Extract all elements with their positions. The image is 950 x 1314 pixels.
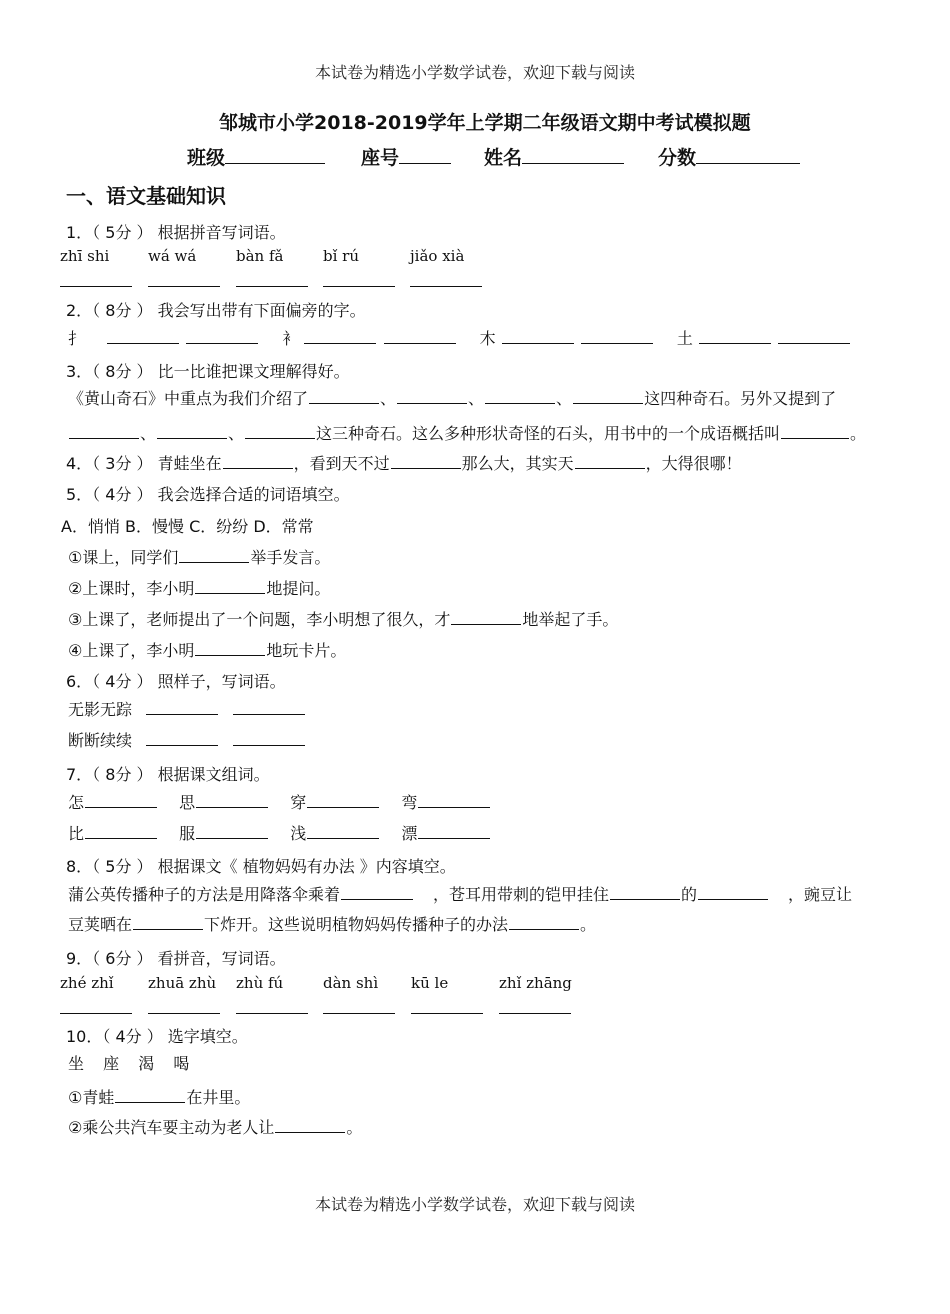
q2-blank-8[interactable] — [778, 329, 850, 344]
q5-s2-end: 地提问。 — [266, 579, 331, 598]
name-field[interactable] — [522, 147, 624, 164]
q7-char-6: 服 — [179, 824, 196, 843]
q8-line-2 — [68, 912, 596, 935]
info-seat — [361, 143, 451, 170]
question-3: 3．（ 8分 ） 比一比谁把课文理解得好。 — [66, 362, 350, 381]
question-2: 2．（ 8分 ） 我会写出带有下面偏旁的字。 — [66, 301, 366, 320]
q5-s3-end: 地举起了手。 — [522, 610, 619, 629]
question-5: 5．（ 4分 ） 我会选择合适的词语填空。 — [66, 485, 350, 504]
q8-text-1: 蒲公英传播种子的方法是用降落伞乘着 — [68, 885, 341, 904]
q6-blank-2[interactable] — [233, 700, 305, 715]
q4-text-3: 那么大，其实天 — [461, 454, 574, 473]
q2-blank-2[interactable] — [186, 329, 258, 344]
q3-blank-7[interactable] — [245, 424, 315, 439]
q7-blank-3[interactable] — [307, 793, 379, 808]
q10-char-3: 渴 — [138, 1054, 155, 1073]
q6-row-2 — [68, 728, 306, 751]
q9-pinyin-3: zhù fú — [236, 974, 284, 992]
q5-blank-3[interactable] — [451, 610, 521, 625]
question-7: 7．（ 8分 ） 根据课文组词。 — [66, 765, 270, 784]
q4-text-4: ，大得很哪！ — [645, 454, 742, 473]
q8-text-6: 下炸开。这些说明植物妈妈传播种子的办法 — [204, 915, 509, 934]
q9-pinyin-6: zhǐ zhāng — [499, 974, 572, 992]
info-seat-label: 座号 — [361, 147, 400, 169]
q10-char-4: 喝 — [173, 1054, 190, 1073]
q8-blank-4[interactable] — [133, 915, 203, 930]
q9-pinyin-4: dàn shì — [323, 974, 379, 992]
q3-sep-2: 、 — [468, 389, 485, 408]
q9-answer-line-3[interactable] — [236, 1013, 308, 1014]
question-6: 6．（ 4分 ） 照样子，写词语。 — [66, 672, 286, 691]
q8-blank-2[interactable] — [610, 885, 680, 900]
q5-s1-end: 举手发言。 — [250, 548, 331, 567]
question-1: 1．（ 5分 ） 根据拼音写词语。 — [66, 223, 286, 242]
q7-char-5: 比 — [68, 824, 85, 843]
q7-blank-6[interactable] — [196, 824, 268, 839]
q5-blank-2[interactable] — [195, 579, 265, 594]
q10-char-options — [68, 1051, 189, 1074]
q4-text-1: 4．（ 3分 ） 青蛙坐在 — [66, 454, 222, 473]
q2-radical-row — [68, 326, 851, 349]
q10-sentence-1 — [68, 1085, 250, 1108]
q3-blank-1[interactable] — [309, 389, 379, 404]
q1-answer-line-4[interactable] — [323, 286, 395, 287]
footer-note: 本试卷为精选小学数学试卷，欢迎下载与阅读 — [314, 1195, 635, 1214]
q6-blank-4[interactable] — [233, 731, 305, 746]
q3-blank-8[interactable] — [781, 424, 849, 439]
q5-s4-text: ④上课了，李小明 — [68, 641, 195, 660]
q2-radical-4: 土 — [676, 329, 693, 348]
q6-example-2: 断断续续 — [68, 731, 133, 750]
q9-answer-line-2[interactable] — [148, 1013, 220, 1014]
q4-blank-3[interactable] — [575, 454, 645, 469]
q1-pinyin-5: jiǎo xià — [410, 247, 465, 265]
q5-sentence-4 — [68, 638, 346, 661]
q1-answer-line-5[interactable] — [410, 286, 482, 287]
q8-text-2: ，苍耳用带刺的铠甲挂住 — [433, 885, 610, 904]
q5-s3-text: ③上课了，老师提出了一个问题，李小明想了很久，才 — [68, 610, 451, 629]
q8-blank-5[interactable] — [509, 915, 579, 930]
q2-radical-1: 扌 — [68, 329, 85, 348]
q7-blank-2[interactable] — [196, 793, 268, 808]
q3-blank-6[interactable] — [157, 424, 227, 439]
q3-blank-2[interactable] — [397, 389, 467, 404]
q8-text-4: ，豌豆让 — [788, 885, 853, 904]
question-9: 9．（ 6分 ） 看拼音，写词语。 — [66, 949, 286, 968]
q5-options: A．悄悄 B．慢慢 C．纷纷 D．常常 — [61, 517, 314, 536]
q2-blank-4[interactable] — [384, 329, 456, 344]
q1-pinyin-1: zhī shi — [60, 247, 110, 265]
q7-char-4: 弯 — [401, 793, 418, 812]
q7-char-7: 浅 — [290, 824, 307, 843]
q2-blank-5[interactable] — [502, 329, 574, 344]
q1-pinyin-3: bàn fǎ — [236, 247, 284, 265]
class-field[interactable] — [225, 147, 325, 164]
q1-answer-line-3[interactable] — [236, 286, 308, 287]
q7-blank-8[interactable] — [418, 824, 490, 839]
q10-blank-1[interactable] — [115, 1088, 185, 1103]
q10-s1-end: 在井里。 — [186, 1088, 251, 1107]
info-class — [187, 143, 325, 170]
q9-answer-line-5[interactable] — [411, 1013, 483, 1014]
q5-s2-text: ②上课时，李小明 — [68, 579, 195, 598]
q2-blank-6[interactable] — [581, 329, 653, 344]
q10-s2-text: ②乘公共汽车要主动为老人让 — [68, 1118, 275, 1137]
q6-example-1: 无影无踪 — [68, 700, 133, 719]
q9-pinyin-1: zhé zhǐ — [60, 974, 114, 992]
q6-row-1 — [68, 697, 306, 720]
q9-answer-line-6[interactable] — [499, 1013, 571, 1014]
page-title: 邹城市小学2018-2019学年上学期二年级语文期中考试模拟题 — [219, 112, 751, 134]
q10-blank-2[interactable] — [275, 1118, 345, 1133]
q3-end: 。 — [850, 424, 867, 443]
q8-text-5: 豆荚晒在 — [68, 915, 133, 934]
q1-pinyin-4: bǐ rú — [323, 247, 359, 265]
q3-blank-5[interactable] — [69, 424, 139, 439]
header-note: 本试卷为精选小学数学试卷，欢迎下载与阅读 — [314, 63, 635, 82]
q7-blank-7[interactable] — [307, 824, 379, 839]
q7-char-8: 漂 — [401, 824, 418, 843]
q10-char-2: 座 — [103, 1054, 120, 1073]
q3-blank-4[interactable] — [573, 389, 643, 404]
q7-blank-4[interactable] — [418, 793, 490, 808]
q5-sentence-1 — [68, 545, 330, 568]
info-score — [658, 143, 800, 170]
q8-text-3: 的 — [681, 885, 698, 904]
q7-row-1 — [68, 790, 491, 813]
q2-blank-7[interactable] — [699, 329, 771, 344]
q3-line-2 — [68, 421, 866, 444]
q3-text-2: 这四种奇石。另外又提到了 — [644, 389, 837, 408]
q4-blank-1[interactable] — [223, 454, 293, 469]
q7-row-2 — [68, 821, 491, 844]
info-score-label: 分数 — [658, 147, 697, 169]
question-4 — [66, 451, 742, 474]
q2-blank-3[interactable] — [304, 329, 376, 344]
q5-blank-1[interactable] — [179, 548, 249, 563]
q10-char-1: 坐 — [68, 1054, 85, 1073]
q2-blank-1[interactable] — [107, 329, 179, 344]
q5-blank-4[interactable] — [195, 641, 265, 656]
q3-sep-4: 、 — [140, 424, 157, 443]
q7-blank-5[interactable] — [85, 824, 157, 839]
score-field[interactable] — [696, 147, 800, 164]
seat-field[interactable] — [399, 147, 451, 164]
q8-blank-1[interactable] — [341, 885, 413, 900]
q4-blank-2[interactable] — [391, 454, 461, 469]
q5-sentence-3 — [68, 607, 618, 630]
q1-answer-line-2[interactable] — [148, 286, 220, 287]
q5-sentence-2 — [68, 576, 330, 599]
q6-blank-3[interactable] — [146, 731, 218, 746]
q3-text-3: 这三种奇石。这么多种形状奇怪的石头，用书中的一个成语概括叫 — [316, 424, 781, 443]
info-name-label: 姓名 — [484, 147, 523, 169]
q9-pinyin-5: kū le — [411, 974, 449, 992]
q2-radical-2: 衤 — [282, 329, 299, 348]
q8-line-1 — [68, 882, 852, 905]
q10-sentence-2 — [68, 1115, 362, 1138]
q5-s1-text: ①课上，同学们 — [68, 548, 179, 567]
section-heading: 一、语文基础知识 — [66, 184, 226, 208]
q3-line-1 — [68, 386, 836, 409]
q3-sep-5: 、 — [228, 424, 245, 443]
q10-s1-text: ①青蛙 — [68, 1088, 115, 1107]
q9-pinyin-2: zhuā zhù — [148, 974, 217, 992]
q10-s2-end: 。 — [346, 1118, 363, 1137]
question-10: 10．（ 4分 ） 选字填空。 — [66, 1027, 248, 1046]
q4-text-2: ，看到天不过 — [293, 454, 390, 473]
q7-char-2: 思 — [179, 793, 196, 812]
q8-blank-3[interactable] — [698, 885, 768, 900]
q3-text-1: 《黄山奇石》中重点为我们介绍了 — [68, 389, 309, 408]
q1-pinyin-2: wá wá — [148, 247, 197, 265]
q3-sep-3: 、 — [556, 389, 573, 408]
q7-blank-1[interactable] — [85, 793, 157, 808]
q5-s4-end: 地玩卡片。 — [266, 641, 347, 660]
q9-answer-line-1[interactable] — [60, 1013, 132, 1014]
q7-char-1: 怎 — [68, 793, 85, 812]
q3-sep-1: 、 — [380, 389, 397, 408]
info-name — [484, 143, 624, 170]
q6-blank-1[interactable] — [146, 700, 218, 715]
q3-blank-3[interactable] — [485, 389, 555, 404]
q7-char-3: 穿 — [290, 793, 307, 812]
q1-answer-line-1[interactable] — [60, 286, 132, 287]
q8-end: 。 — [580, 915, 597, 934]
q9-answer-line-4[interactable] — [323, 1013, 395, 1014]
q2-radical-3: 木 — [479, 329, 496, 348]
info-class-label: 班级 — [187, 147, 226, 169]
question-8: 8．（ 5分 ） 根据课文《 植物妈妈有办法 》内容填空。 — [66, 857, 456, 876]
